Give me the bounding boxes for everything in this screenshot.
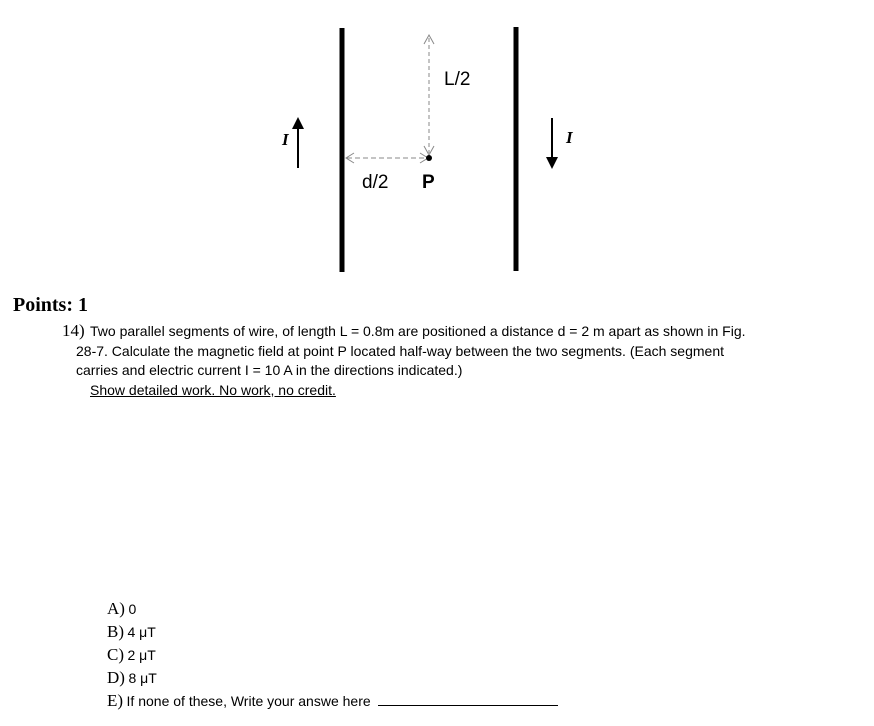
answer-options <box>107 597 558 712</box>
option-b[interactable] <box>107 620 558 643</box>
option-letter: B) <box>107 622 124 641</box>
question-line-3: carries and electric current I = 10 A in the directions indicated.) <box>76 362 463 378</box>
option-text: 8 μT <box>128 670 157 686</box>
option-text: 4 μT <box>127 624 156 640</box>
answer-blank-line[interactable] <box>378 691 558 706</box>
half-distance-label: d/2 <box>362 172 389 193</box>
wire-diagram <box>0 0 874 290</box>
option-a[interactable] <box>107 597 558 620</box>
half-length-dimension <box>424 35 434 155</box>
option-c[interactable] <box>107 643 558 666</box>
current-label-right: I <box>566 128 573 147</box>
option-letter: C) <box>107 645 124 664</box>
point-p-label: P <box>422 172 435 193</box>
option-text: If none of these, Write your answe here <box>126 693 371 709</box>
question-number: 14) <box>62 321 85 340</box>
half-distance-dimension <box>346 153 428 163</box>
option-letter: A) <box>107 599 125 618</box>
question-text <box>76 322 810 400</box>
option-text: 2 μT <box>127 647 156 663</box>
question-line-1: Two parallel segments of wire, of length L = 0.8m are positioned a distance d = 2 m apart as shown in Fig. <box>90 323 746 339</box>
current-label-left: I <box>282 130 289 149</box>
current-down-arrow-icon <box>546 118 558 169</box>
option-letter: D) <box>107 668 125 687</box>
half-length-label: L/2 <box>444 69 471 90</box>
instruction-text: Show detailed work. No work, no credit. <box>90 381 336 398</box>
option-d[interactable] <box>107 666 558 689</box>
point-p-dot <box>426 155 432 161</box>
question-line-2: 28-7. Calculate the magnetic field at point P located half-way between the two segments. (Each segment <box>76 342 724 359</box>
points-heading: Points: 1 <box>13 294 88 316</box>
option-text: 0 <box>128 601 137 617</box>
current-up-arrow-icon <box>292 117 304 168</box>
option-e[interactable] <box>107 689 558 712</box>
diagram-svg <box>0 0 874 290</box>
option-letter: E) <box>107 691 124 710</box>
